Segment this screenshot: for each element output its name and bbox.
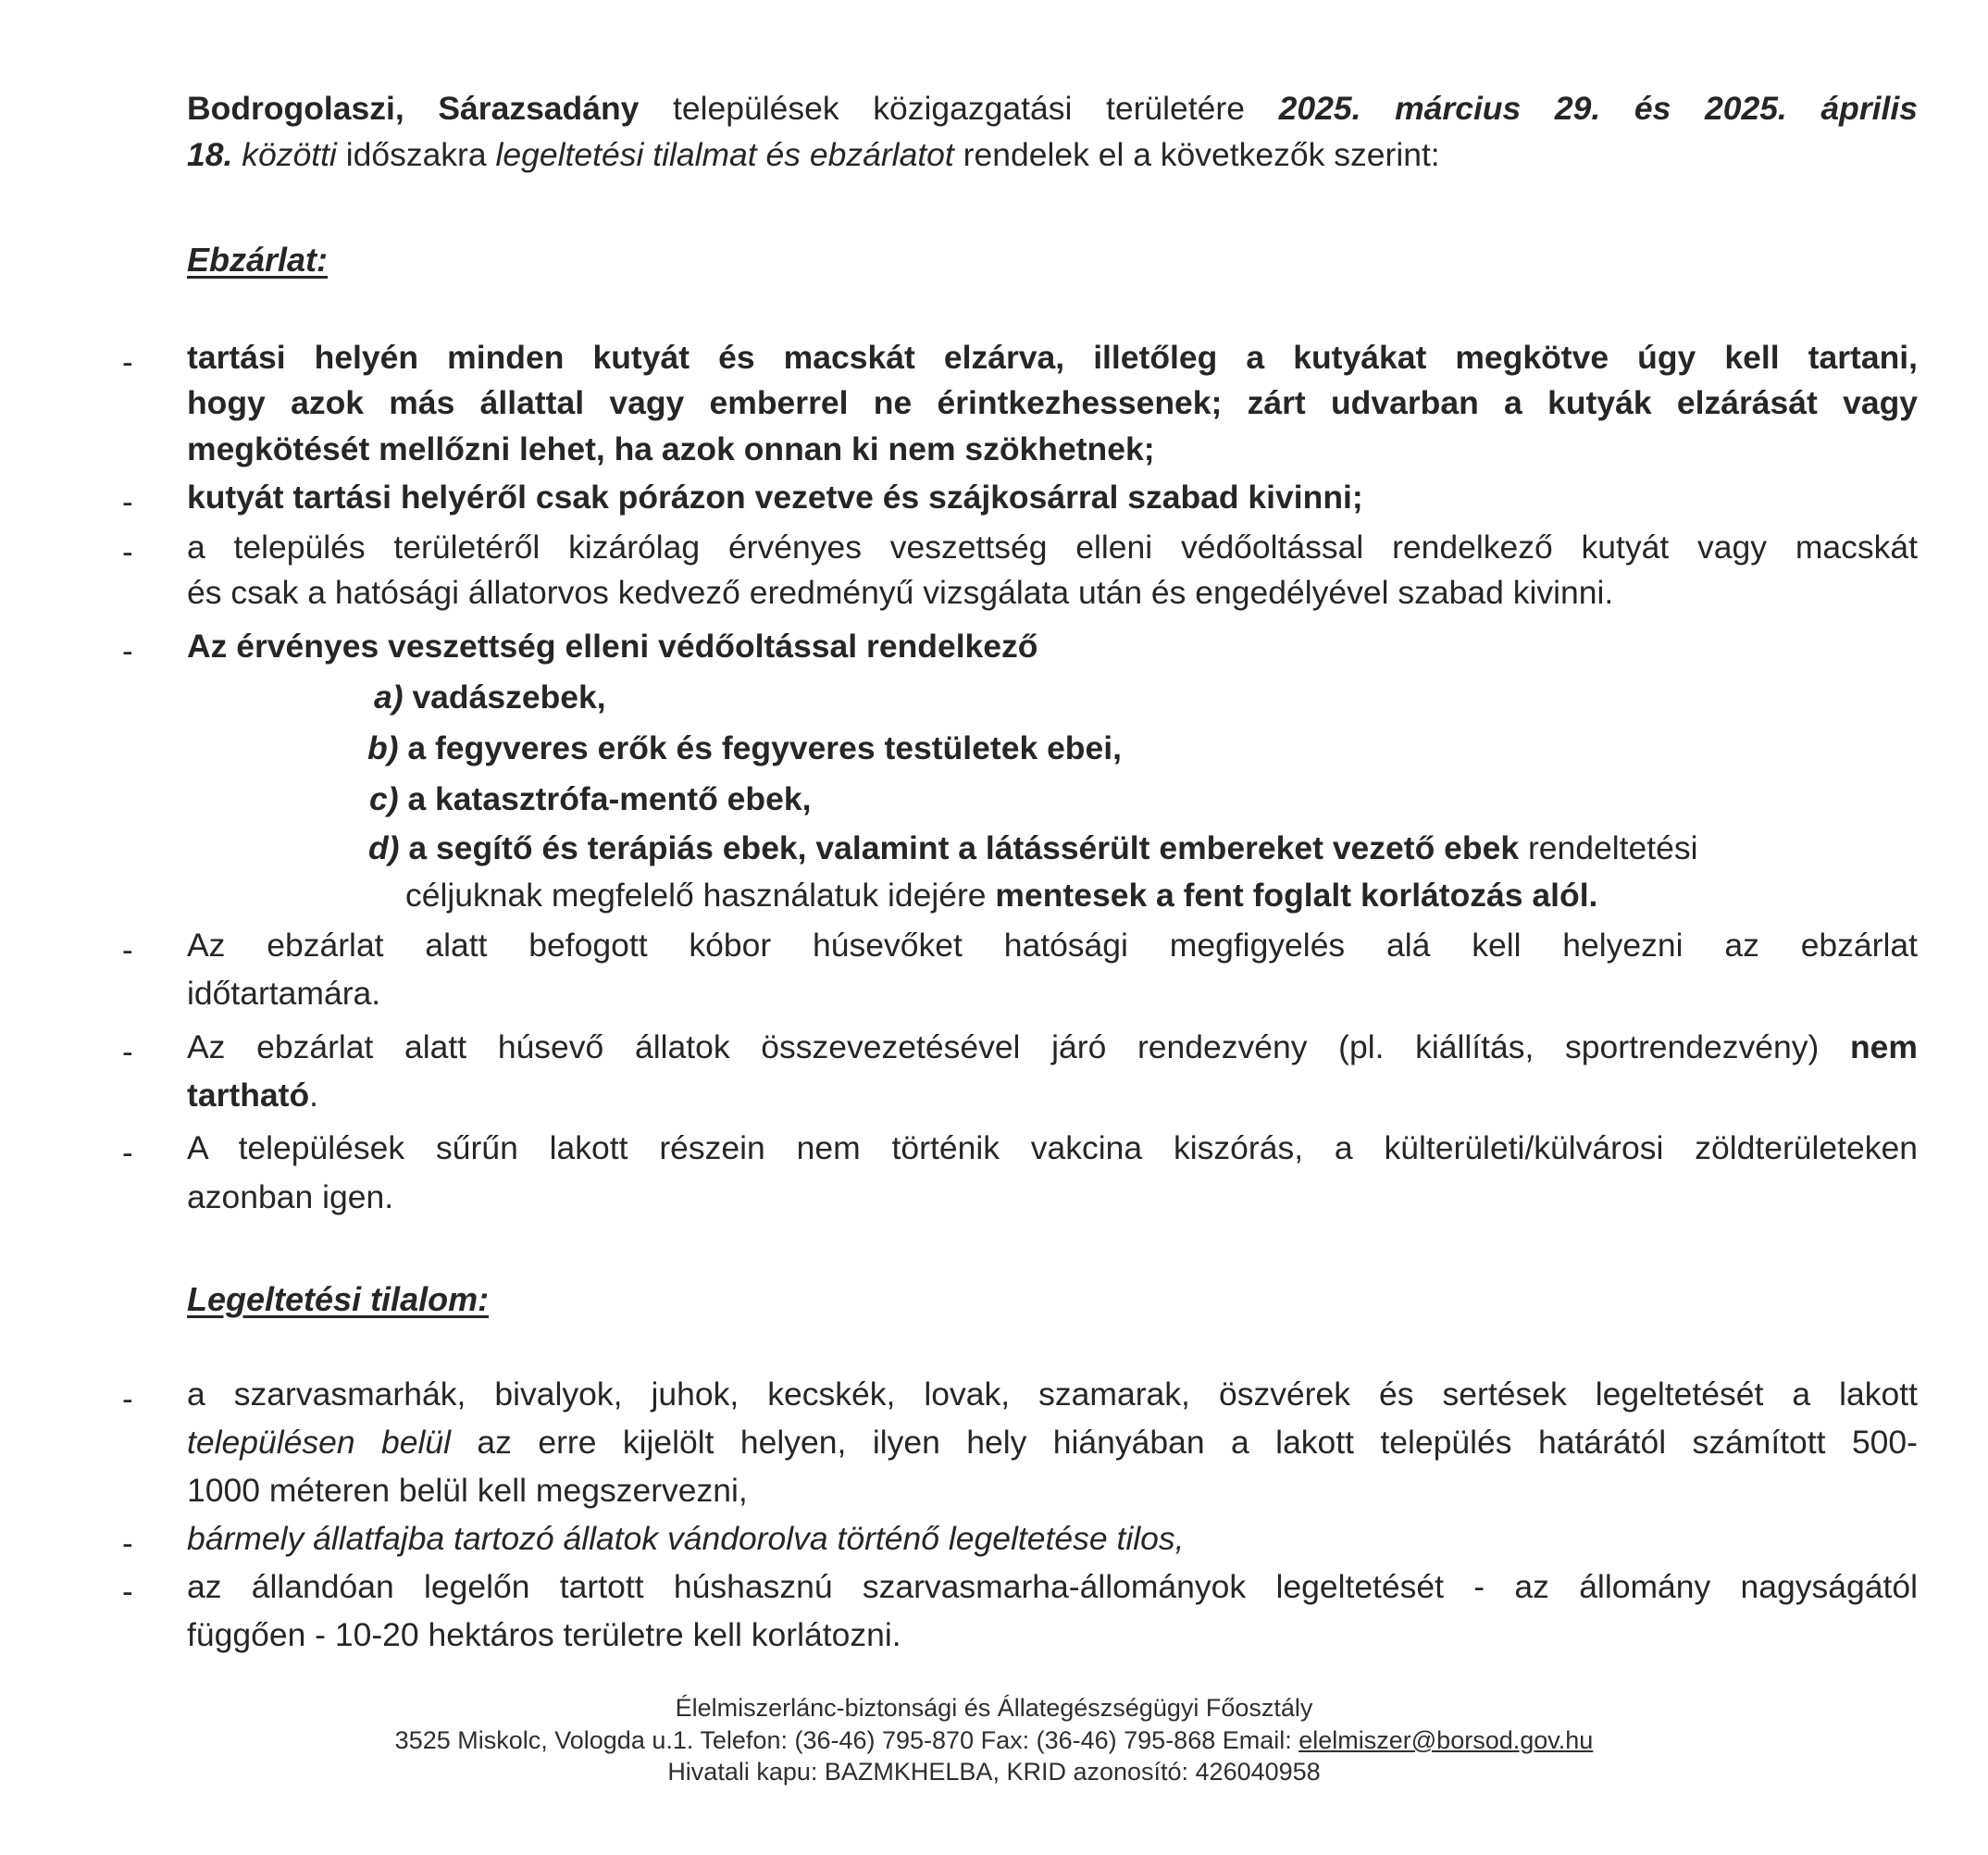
ebzarlat-item-4-continuation <box>405 875 1597 915</box>
legeltetes-item-1-line-3: 1000 méteren belül kell megszervezni, <box>187 1472 748 1509</box>
bullet-dash: - <box>122 1135 133 1171</box>
list-text: rendeltetési <box>1519 829 1698 866</box>
footer-krid: Hivatali kapu: BAZMKHELBA, KRID azonosító: 426040958 <box>667 1758 1321 1786</box>
ebzarlat-item-4-c <box>369 778 811 819</box>
list-text: vadászebek, <box>403 679 606 716</box>
intro-line-2 <box>187 134 1440 175</box>
ebzarlat-item-7-line-2: azonban igen. <box>187 1178 394 1215</box>
ebzarlat-item-7-line-1: A települések sűrűn lakott részein nem történik vakcina kiszórás, a külterületi/külvárosi zöldterületeken <box>187 1129 1918 1166</box>
ebzarlat-item-3-line-1: a település területéről kizárólag érvényes veszettség elleni védőoltással rendelkező kutyát vagy macskát <box>187 529 1918 566</box>
emphasis-tarthato: tartható <box>187 1077 310 1114</box>
bullet-dash: - <box>122 932 133 968</box>
bullet-dash: - <box>122 1381 133 1417</box>
ebzarlat-item-5-line-1: Az ebzárlat alatt befogott kóbor húsevőket hatósági megfigyelés alá kell helyezni az ebzárlat <box>187 927 1918 964</box>
list-text: a fegyveres erők és fegyveres testületek ebei, <box>398 729 1122 766</box>
legeltetes-item-1-line-2 <box>187 1422 1918 1463</box>
emphasis-nem: nem <box>1850 1028 1918 1065</box>
legeltetes-item-3-line-2: függően - 10-20 hektáros területre kell korlátozni. <box>187 1616 901 1653</box>
ebzarlat-item-4-intro: Az érvényes veszettség elleni védőoltással rendelkező <box>187 628 1038 665</box>
legeltetes-item-2: bármely állatfajba tartozó állatok vándorolva történő legeltetése tilos, <box>187 1520 1185 1557</box>
intro-text: időszakra <box>336 136 496 173</box>
bullet-dash: - <box>122 344 133 380</box>
list-letter: d) <box>368 829 400 866</box>
bullet-dash: - <box>122 1574 133 1610</box>
ebzarlat-item-2: kutyát tartási helyéről csak pórázon vezetve és szájkosárral szabad kivinni; <box>187 479 1363 516</box>
bullet-dash: - <box>122 484 133 520</box>
list-text: a katasztrófa-mentő ebek, <box>398 780 812 817</box>
ebzarlat-item-4-a <box>374 677 606 717</box>
list-text: Az ebzárlat alatt húsevő állatok összevezetésével járó rendezvény (pl. kiállítás, sportrendezvény) <box>187 1028 1850 1065</box>
footer-contact-text: 3525 Miskolc, Vologda u.1. Telefon: (36-46) 795-870 Fax: (36-46) 795-868 Email: <box>394 1726 1299 1754</box>
list-letter: b) <box>367 729 399 766</box>
list-letter: c) <box>369 780 399 817</box>
section-heading-ebzarlat: Ebzárlat: <box>187 241 329 279</box>
bullet-dash: - <box>122 633 133 669</box>
legeltetes-item-3-line-1: az állandóan legelőn tartott húshasznú szarvasmarha-állományok legeltetését - az állomány nagyságától <box>187 1568 1918 1605</box>
list-text: a segítő és terápiás ebek, valamint a látássérült embereket vezető ebek <box>399 829 1520 866</box>
exemption-text: mentesek a fent foglalt korlátozás alól. <box>995 877 1598 914</box>
ebzarlat-item-3-line-2: és csak a hatósági állatorvos kedvező eredményű vizsgálata után és engedélyével szabad kivinni. <box>187 574 1614 611</box>
intro-kozotti: közötti <box>232 136 337 173</box>
legeltetes-item-1-line-1: a szarvasmarhák, bivalyok, juhok, kecskék, lovak, szamarak, öszvérek és sertések legeltetését a lakott <box>187 1376 1918 1413</box>
date-range-end: 18. <box>187 136 233 173</box>
ebzarlat-item-1-line-3: megkötését mellőzni lehet, ha azok onnan ki nem szökhetnek; <box>187 430 1155 467</box>
intro-text: települések közigazgatási területére <box>639 90 1279 127</box>
date-range-start: 2025. március 29. és 2025. április <box>1278 90 1919 127</box>
ebzarlat-item-6-line-1 <box>187 1027 1918 1067</box>
emphasis-telepulesen: településen belül <box>187 1424 452 1461</box>
footer-email-link[interactable]: elelmiszer@borsod.gov.hu <box>1298 1726 1594 1754</box>
list-text: . <box>309 1077 319 1114</box>
bullet-dash: - <box>122 1034 133 1070</box>
bullet-dash: - <box>122 534 133 570</box>
list-letter: a) <box>374 679 404 716</box>
ebzarlat-item-1-line-2: hogy azok más állattal vagy emberrel ne érintkezhessenek; zárt udvarban a kutyák elzárását vagy <box>187 384 1918 421</box>
ebzarlat-item-6-line-2 <box>187 1075 318 1115</box>
settlements: Bodrogolaszi, Sárazsadány <box>187 90 640 127</box>
footer-contact <box>0 1724 1988 1756</box>
list-text: az erre kijelölt helyen, ilyen hely hiányában a lakott település határától számított 500- <box>451 1424 1918 1461</box>
ebzarlat-item-4-d <box>368 828 1698 868</box>
ebzarlat-item-1-line-1: tartási helyén minden kutyát és macskát elzárva, illetőleg a kutyákat megkötve úgy kell tartani, <box>187 339 1918 376</box>
ebzarlat-item-4-b <box>367 728 1122 768</box>
list-text: céljuknak megfelelő használatuk idejére <box>405 877 996 914</box>
intro-line-1 <box>187 88 1918 129</box>
intro-tilalom: legeltetési tilalmat és ebzárlatot <box>495 136 954 173</box>
ebzarlat-item-5-line-2: időtartamára. <box>187 975 381 1012</box>
section-heading-legeltetes: Legeltetési tilalom: <box>187 1280 490 1318</box>
intro-text: rendelek el a következők szerint: <box>953 136 1440 173</box>
bullet-dash: - <box>122 1525 133 1562</box>
footer-department: Élelmiszerlánc-biztonsági és Állategészségügyi Főosztály <box>675 1694 1313 1722</box>
